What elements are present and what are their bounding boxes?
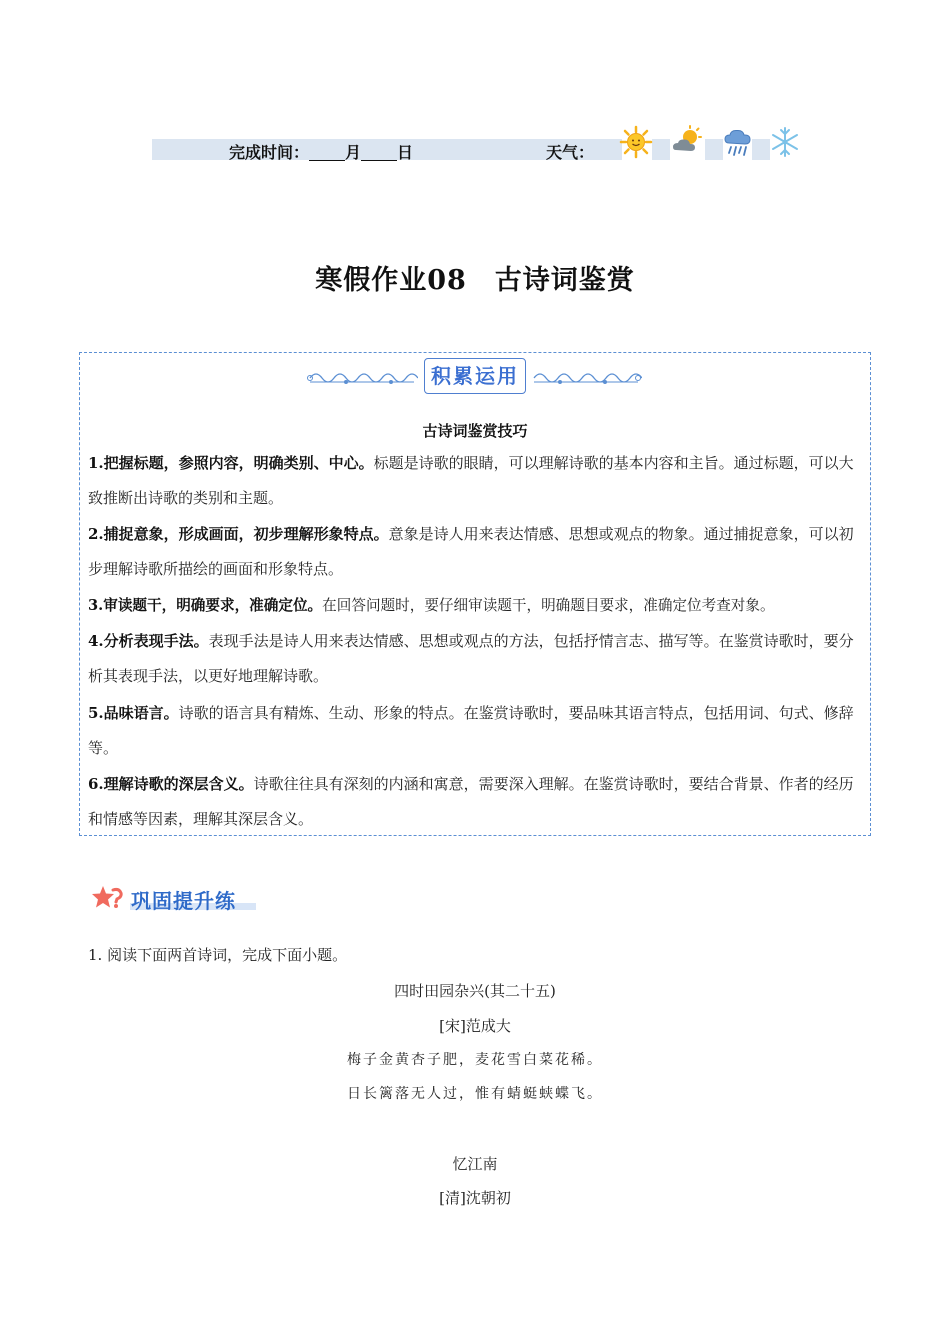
- question-1: 1. 阅读下面两首诗词，完成下面小题。: [88, 946, 348, 964]
- tip-item: [88, 517, 863, 587]
- star-icon: [91, 884, 125, 912]
- completion-time: [229, 140, 413, 163]
- poem1-title: 四时田园杂兴(其二十五): [394, 982, 556, 1000]
- right-wave-decoration: [530, 364, 642, 390]
- page-title: 寒假作业08 古诗词鉴赏: [315, 265, 635, 296]
- tip-item: [88, 624, 863, 694]
- poem1-line: 梅子金黄杏子肥，麦花雪白菜花稀。: [347, 1052, 603, 1068]
- day-blank[interactable]: [361, 144, 397, 161]
- month-blank[interactable]: [309, 144, 345, 161]
- sun-icon[interactable]: [619, 125, 653, 159]
- completion-label: 完成时间：: [229, 143, 310, 162]
- tip-head: 6.理解诗歌的深层含义。: [88, 775, 254, 793]
- tip-body: 表现手法是诗人用来表达情感、思想或观点的方法，包括抒情言志、描写等。在鉴赏诗歌时，要分析其表现手法，以更好地理解诗歌。: [88, 632, 854, 685]
- weather-label: 天气：: [546, 143, 595, 162]
- poem1-author: [宋]范成大: [439, 1017, 511, 1035]
- rain-icon[interactable]: [722, 125, 756, 159]
- tip-head: 1.把握标题，参照内容，明确类别、中心。: [88, 454, 374, 472]
- tips-subtitle: 古诗词鉴赏技巧: [422, 422, 528, 440]
- tip-body: 在回答问题时，要仔细审读题干，明确题目要求，准确定位考查对象。: [322, 597, 775, 614]
- tip-item: [88, 588, 878, 623]
- tip-head: 5.品味语言。: [88, 704, 179, 722]
- tip-body: 诗歌的语言具有精炼、生动、形象的特点。在鉴赏诗歌时，要品味其语言特点，包括用词、句式、修辞等。: [88, 704, 854, 757]
- poem2-title: 忆江南: [452, 1155, 498, 1173]
- tip-item: [88, 767, 863, 837]
- poem2-author: [清]沈朝初: [439, 1189, 511, 1207]
- cloudy-icon[interactable]: [670, 125, 704, 159]
- tip-item: [88, 696, 863, 766]
- tip-head: 3.审读题干，明确要求，准确定位。: [88, 597, 323, 614]
- tip-body: 标题是诗歌的眼睛，可以理解诗歌的基本内容和主旨。通过标题，可以大致推断出诗歌的类别和主题。: [88, 454, 854, 507]
- snowflake-icon[interactable]: [768, 125, 802, 159]
- month-label: 月: [345, 143, 362, 162]
- tip-body: 诗歌往往具有深刻的内涵和寓意，需要深入理解。在鉴赏诗歌时，要结合背景、作者的经历和情感等因素，理解其深层含义。: [88, 775, 854, 828]
- day-label: 日: [397, 143, 414, 162]
- tip-head: 4.分析表现手法。: [88, 632, 209, 650]
- practice-label: 巩固提升练: [131, 889, 236, 913]
- poem1-line: 日长篱落无人过，惟有蜻蜓蛱蝶飞。: [347, 1086, 603, 1102]
- accumulate-badge: 积累运用: [424, 358, 526, 394]
- left-wave-decoration: [306, 364, 418, 390]
- tip-item: [88, 446, 863, 516]
- tip-head: 2.捕捉意象，形成画面，初步理解形象特点。: [88, 525, 389, 543]
- tip-body: 意象是诗人用来表达情感、思想或观点的物象。通过捕捉意象，可以初步理解诗歌所描绘的画面和形象特点。: [88, 525, 854, 578]
